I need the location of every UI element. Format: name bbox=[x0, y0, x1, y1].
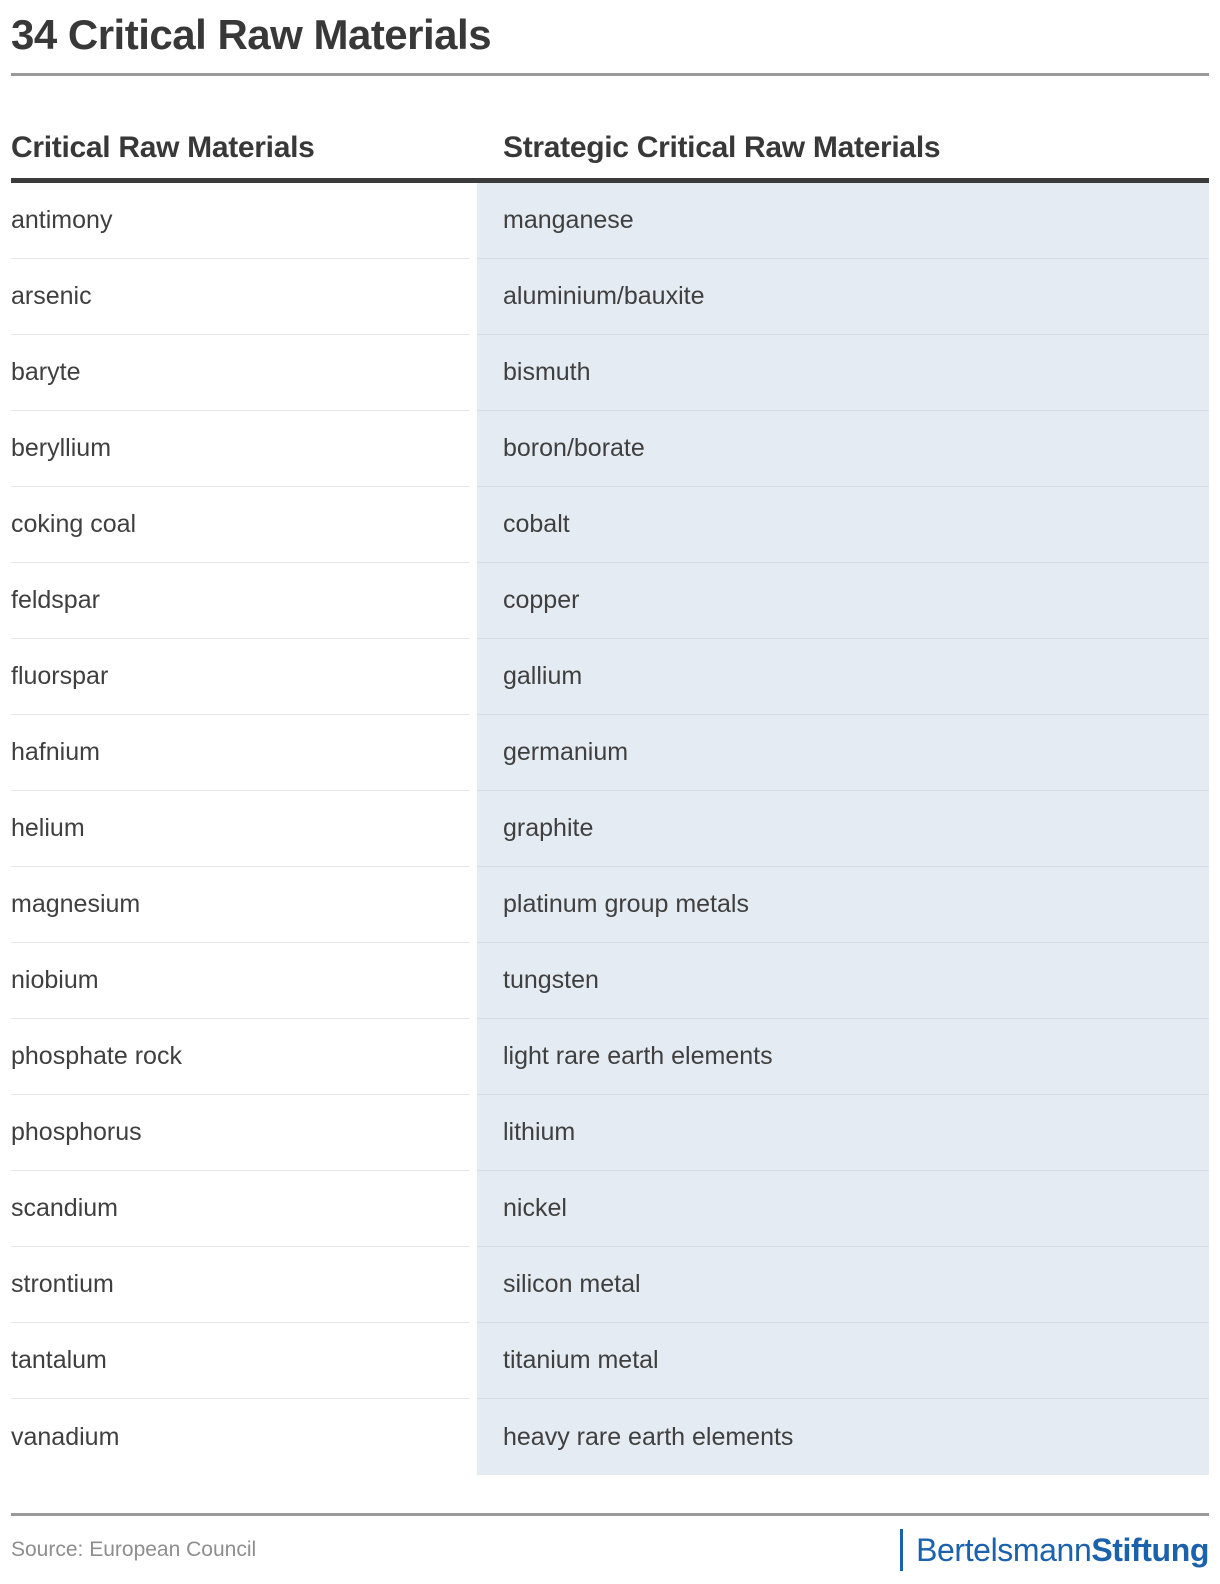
cell-strategic-material: bismuth bbox=[477, 335, 1209, 411]
column-gap bbox=[470, 943, 477, 1019]
column-gap bbox=[470, 487, 477, 563]
table-row bbox=[11, 1323, 1209, 1399]
cell-strategic-material: graphite bbox=[477, 791, 1209, 867]
column-gap bbox=[470, 411, 477, 487]
cell-critical-material: niobium bbox=[11, 943, 470, 1019]
table-row bbox=[11, 563, 1209, 639]
cell-strategic-material: copper bbox=[477, 563, 1209, 639]
table-row bbox=[11, 943, 1209, 1019]
cell-strategic-material: germanium bbox=[477, 715, 1209, 791]
column-gap bbox=[470, 1019, 477, 1095]
table-row bbox=[11, 1247, 1209, 1323]
cell-critical-material: vanadium bbox=[11, 1399, 470, 1475]
table-row bbox=[11, 715, 1209, 791]
source-note: Source: European Council bbox=[11, 1538, 257, 1562]
cell-strategic-material: aluminium/bauxite bbox=[477, 259, 1209, 335]
cell-strategic-material: boron/borate bbox=[477, 411, 1209, 487]
cell-critical-material: tantalum bbox=[11, 1323, 470, 1399]
table-row bbox=[11, 487, 1209, 563]
cell-critical-material: hafnium bbox=[11, 715, 470, 791]
table-row bbox=[11, 1019, 1209, 1095]
cell-strategic-material: nickel bbox=[477, 1171, 1209, 1247]
cell-critical-material: beryllium bbox=[11, 411, 470, 487]
cell-critical-material: magnesium bbox=[11, 867, 470, 943]
brand-name-bold: Stiftung bbox=[1091, 1531, 1209, 1568]
cell-critical-material: antimony bbox=[11, 183, 470, 259]
table-row bbox=[11, 411, 1209, 487]
page-title: 34 Critical Raw Materials bbox=[11, 11, 492, 58]
table-row bbox=[11, 1095, 1209, 1171]
column-gap bbox=[470, 791, 477, 867]
table-row bbox=[11, 639, 1209, 715]
column-gap bbox=[470, 1095, 477, 1171]
cell-critical-material: phosphate rock bbox=[11, 1019, 470, 1095]
cell-critical-material: arsenic bbox=[11, 259, 470, 335]
cell-strategic-material: heavy rare earth elements bbox=[477, 1399, 1209, 1475]
cell-critical-material: helium bbox=[11, 791, 470, 867]
column-header-critical: Critical Raw Materials bbox=[11, 131, 315, 165]
table-row bbox=[11, 1399, 1209, 1475]
cell-critical-material: coking coal bbox=[11, 487, 470, 563]
brand-logo bbox=[900, 1529, 1209, 1571]
table-row bbox=[11, 183, 1209, 259]
brand-logo-text bbox=[916, 1532, 1209, 1569]
column-gap bbox=[470, 1171, 477, 1247]
cell-critical-material: fluorspar bbox=[11, 639, 470, 715]
cell-critical-material: scandium bbox=[11, 1171, 470, 1247]
cell-strategic-material: silicon metal bbox=[477, 1247, 1209, 1323]
table-row bbox=[11, 259, 1209, 335]
cell-strategic-material: cobalt bbox=[477, 487, 1209, 563]
cell-strategic-material: titanium metal bbox=[477, 1323, 1209, 1399]
cell-critical-material: baryte bbox=[11, 335, 470, 411]
cell-critical-material: strontium bbox=[11, 1247, 470, 1323]
column-gap bbox=[470, 259, 477, 335]
column-gap bbox=[470, 1323, 477, 1399]
column-header-strategic: Strategic Critical Raw Materials bbox=[503, 131, 941, 165]
cell-critical-material: feldspar bbox=[11, 563, 470, 639]
cell-strategic-material: manganese bbox=[477, 183, 1209, 259]
column-gap bbox=[470, 639, 477, 715]
table-header bbox=[11, 76, 1209, 178]
table-row bbox=[11, 335, 1209, 411]
cell-strategic-material: platinum group metals bbox=[477, 867, 1209, 943]
table-body bbox=[11, 183, 1209, 1475]
column-gap bbox=[470, 715, 477, 791]
cell-strategic-material: lithium bbox=[477, 1095, 1209, 1171]
column-gap bbox=[470, 563, 477, 639]
table-row bbox=[11, 867, 1209, 943]
column-gap bbox=[470, 183, 477, 259]
column-gap bbox=[470, 867, 477, 943]
cell-strategic-material: gallium bbox=[477, 639, 1209, 715]
footer bbox=[11, 1524, 1209, 1576]
column-gap bbox=[470, 1399, 477, 1475]
brand-logo-bar-icon bbox=[900, 1529, 903, 1571]
column-gap bbox=[470, 1247, 477, 1323]
brand-name-regular: Bertelsmann bbox=[916, 1531, 1092, 1568]
column-gap bbox=[470, 335, 477, 411]
cell-strategic-material: tungsten bbox=[477, 943, 1209, 1019]
cell-strategic-material: light rare earth elements bbox=[477, 1019, 1209, 1095]
cell-critical-material: phosphorus bbox=[11, 1095, 470, 1171]
table-row bbox=[11, 791, 1209, 867]
footer-divider bbox=[11, 1513, 1209, 1516]
table-row bbox=[11, 1171, 1209, 1247]
